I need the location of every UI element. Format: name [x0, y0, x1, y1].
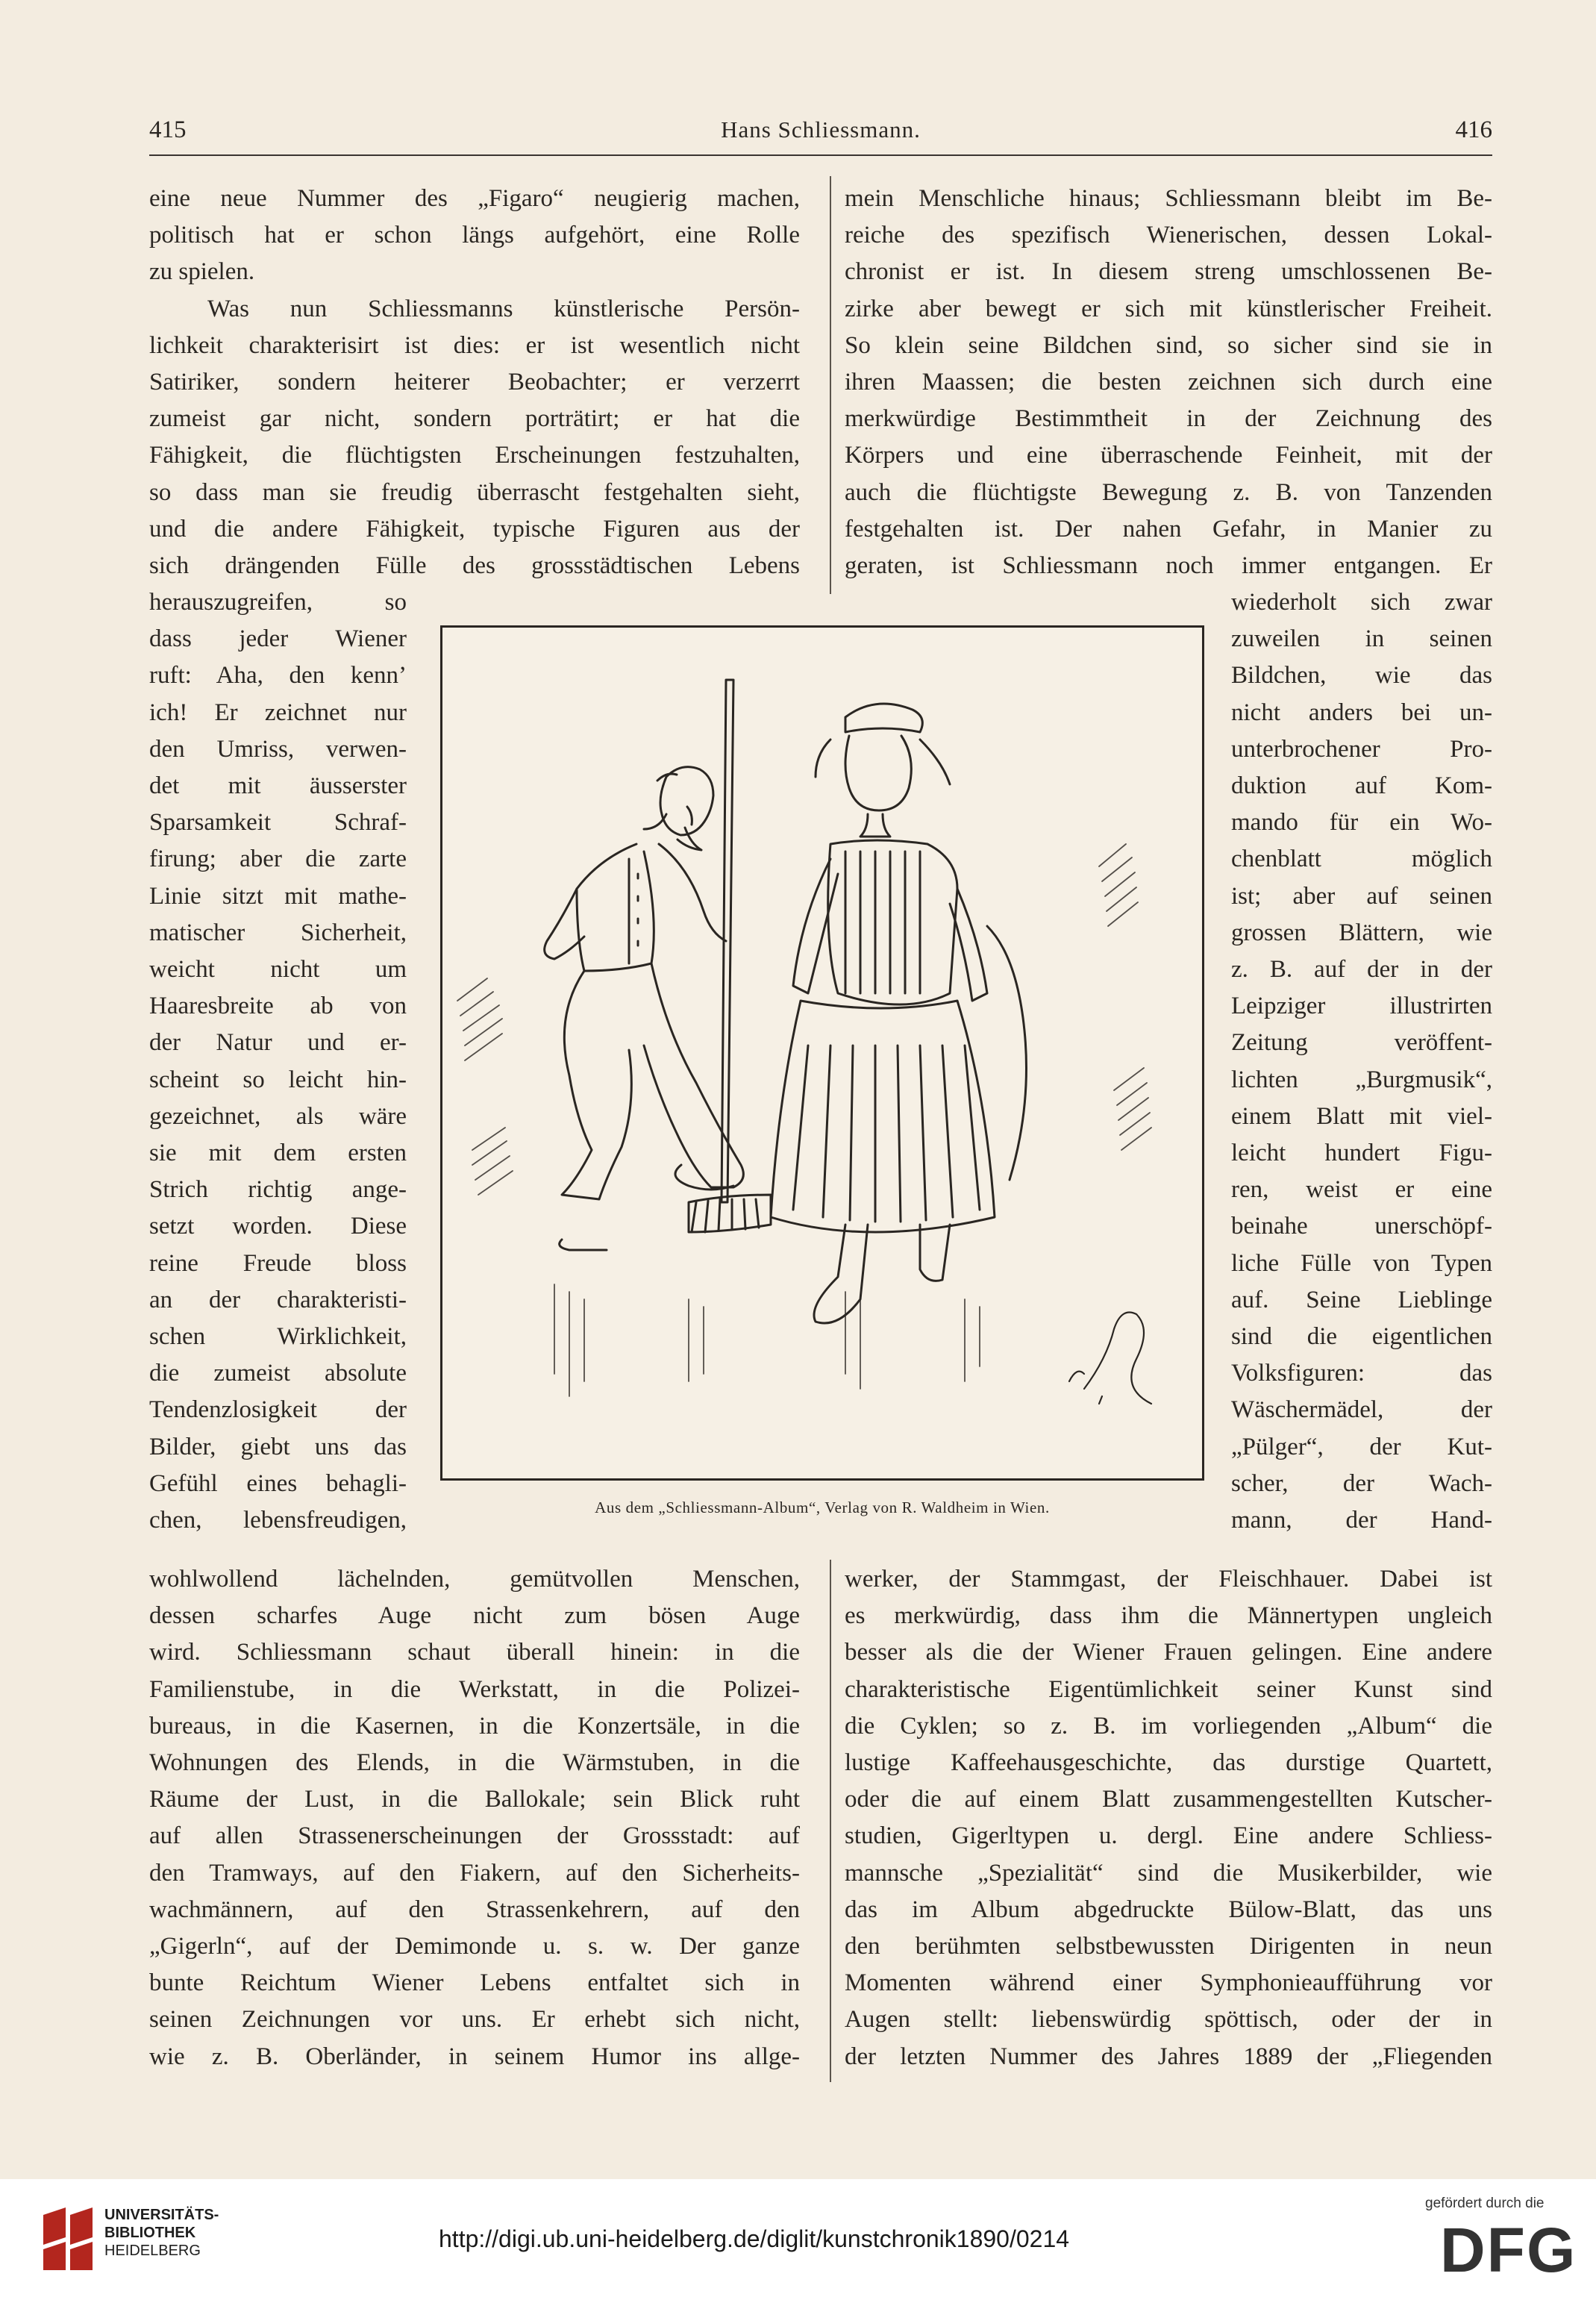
- library-name: [104, 2206, 219, 2260]
- text-line: politisch hat er schon längs aufgehört, eine Rolle: [149, 222, 800, 249]
- text-line: wiederholt sich zwar: [1231, 589, 1492, 616]
- page-number-right: 416: [1455, 116, 1492, 143]
- text-line: ist; aber auf seinen: [1231, 882, 1492, 910]
- text-line: Strich richtig ange-: [149, 1176, 407, 1204]
- text-line: mein Menschliche hinaus; Schliessmann bleibt im Be-: [845, 185, 1492, 212]
- page-number-left: 415: [149, 116, 187, 143]
- column-divider-top: [830, 176, 831, 594]
- text-line: firung; aber die zarte: [149, 846, 407, 873]
- text-line: werker, der Stammgast, der Fleischhauer. Dabei ist: [845, 1566, 1492, 1593]
- text-line: bunte Reichtum Wiener Lebens entfaltet sich in: [149, 1969, 800, 1997]
- illustration: [440, 625, 1204, 1481]
- text-line: herauszugreifen, so: [149, 589, 407, 616]
- text-line: ruft: Aha, den kenn’: [149, 662, 407, 690]
- text-line: Haaresbreite ab von: [149, 993, 407, 1020]
- text-line: Augen stellt: liebenswürdig spöttisch, oder der in: [845, 2006, 1492, 2034]
- text-line: Wäschermädel, der: [1231, 1396, 1492, 1424]
- text-line: Fähigkeit, die flüchtigsten Erscheinungen festzuhalten,: [149, 442, 800, 469]
- text-line: die Cyklen; so z. B. im vorliegenden „Album“ die: [845, 1712, 1492, 1740]
- text-line: einem Blatt mit viel-: [1231, 1102, 1492, 1130]
- text-line: reiche des spezifisch Wienerischen, dessen Lokal-: [845, 222, 1492, 249]
- text-line: dessen scharfes Auge nicht zum bösen Auge: [149, 1602, 800, 1630]
- sweeper-and-maid-drawing: [442, 628, 1202, 1478]
- text-line: ihren Maassen; die besten zeichnen sich durch eine: [845, 369, 1492, 396]
- text-line: chronist er ist. In diesem streng umschlossenen Be-: [845, 258, 1492, 286]
- text-line: auch die flüchtigste Bewegung z. B. von Tanzenden: [845, 478, 1492, 506]
- text-line: an der charakteristi-: [149, 1286, 407, 1313]
- text-line: die zumeist absolute: [149, 1360, 407, 1387]
- text-line: setzt worden. Diese: [149, 1213, 407, 1240]
- text-line: sind die eigentlichen: [1231, 1323, 1492, 1351]
- library-name-line-3: HEIDELBERG: [104, 2243, 201, 2259]
- text-line: auf allen Strassenerscheinungen der Grossstadt: auf: [149, 1822, 800, 1850]
- column-divider-bottom: [830, 1560, 831, 2082]
- text-line: chenblatt möglich: [1231, 846, 1492, 873]
- left-column-top: [149, 181, 800, 584]
- text-line: beinahe unerschöpf-: [1231, 1213, 1492, 1240]
- text-line: eine neue Nummer des „Figaro“ neugierig machen,: [149, 185, 800, 212]
- text-line: den Tramways, auf den Fiakern, auf den Sicherheits-: [149, 1859, 800, 1887]
- text-line: mannsche „Spezialität“ sind die Musikerbilder, wie: [845, 1859, 1492, 1887]
- text-line: besser als die der Wiener Frauen gelingen. Eine andere: [845, 1639, 1492, 1666]
- text-line: Bilder, giebt uns das: [149, 1433, 407, 1460]
- right-column-narrow: [1231, 584, 1492, 1539]
- text-line: Bildchen, wie das: [1231, 662, 1492, 690]
- broom: [689, 680, 771, 1232]
- text-line: Sparsamkeit Schraf-: [149, 809, 407, 837]
- text-line: chen, lebensfreudigen,: [149, 1507, 407, 1534]
- text-line: dass jeder Wiener: [149, 625, 407, 653]
- text-line: lichten „Burgmusik“,: [1231, 1066, 1492, 1093]
- text-line: weicht nicht um: [149, 956, 407, 984]
- university-library-logo-icon: [43, 2207, 96, 2270]
- text-line: z. B. auf der in der: [1231, 956, 1492, 984]
- text-line: liche Fülle von Typen: [1231, 1249, 1492, 1277]
- header-rule: [149, 154, 1492, 156]
- text-line: mann, der Hand-: [1231, 1507, 1492, 1534]
- digitization-footer: [0, 2179, 1596, 2300]
- left-column-bottom: [149, 1561, 800, 2075]
- text-line: charakteristische Eigentümlichkeit seiner Kunst sind: [845, 1675, 1492, 1703]
- text-line: und die andere Fähigkeit, typische Figuren aus der: [149, 515, 800, 543]
- text-line: duktion auf Kom-: [1231, 772, 1492, 800]
- text-line: geraten, ist Schliessmann noch immer entgangen. Er: [845, 552, 1492, 580]
- text-line: ren, weist er eine: [1231, 1176, 1492, 1204]
- text-line: scheint so leicht hin-: [149, 1066, 407, 1093]
- text-line: Satiriker, sondern heiterer Beobachter; er verzerrt: [149, 369, 800, 396]
- running-head: [149, 110, 1492, 155]
- text-line: matischer Sicherheit,: [149, 919, 407, 946]
- text-line: oder die auf einem Blatt zusammengestellten Kutscher-: [845, 1786, 1492, 1813]
- text-line: lichkeit charakterisirt ist dies: er ist wesentlich nicht: [149, 331, 800, 359]
- text-line: Leipziger illustrirten: [1231, 993, 1492, 1020]
- text-line: seinen Zeichnungen vor uns. Er erhebt sich nicht,: [149, 2006, 800, 2034]
- text-line: auf. Seine Lieblinge: [1231, 1286, 1492, 1313]
- text-line: „Gigerln“, auf der Demimonde u. s. w. Der ganze: [149, 1933, 800, 1960]
- text-line: so dass man sie freudig überrascht festgehalten sieht,: [149, 478, 800, 506]
- text-line: das im Album abgedruckte Bülow-Blatt, das uns: [845, 1896, 1492, 1923]
- text-line: leicht hundert Figu-: [1231, 1140, 1492, 1167]
- text-line: sie mit dem ersten: [149, 1140, 407, 1167]
- text-line: scher, der Wach-: [1231, 1469, 1492, 1497]
- text-line: zirke aber bewegt er sich mit künstlerischer Freiheit.: [845, 295, 1492, 322]
- library-name-line-1: UNIVERSITÄTS-: [104, 2207, 219, 2223]
- text-line: Momenten während einer Symphonieaufführung vor: [845, 1969, 1492, 1997]
- library-name-line-2: BIBLIOTHEK: [104, 2225, 196, 2241]
- text-line: grossen Blättern, wie: [1231, 919, 1492, 946]
- text-line: gezeichnet, als wäre: [149, 1102, 407, 1130]
- left-column-narrow: [149, 584, 407, 1539]
- text-line: zumeist gar nicht, sondern porträtirt; er hat die: [149, 405, 800, 433]
- text-line: wachmännern, auf den Strassenkehrern, auf den: [149, 1896, 800, 1923]
- text-line: Wohnungen des Elends, in die Wärmstuben, in die: [149, 1749, 800, 1777]
- text-line: schen Wirklichkeit,: [149, 1323, 407, 1351]
- text-line: Zeitung veröffent-: [1231, 1029, 1492, 1057]
- text-line: zuweilen in seinen: [1231, 625, 1492, 653]
- text-line: der Natur und er-: [149, 1029, 407, 1057]
- text-line: wohlwollend lächelnden, gemütvollen Menschen,: [149, 1566, 800, 1593]
- text-line: det mit äusserster: [149, 772, 407, 800]
- text-line: wie z. B. Oberländer, in seinem Humor ins allge-: [149, 2043, 800, 2070]
- text-line: der letzten Nummer des Jahres 1889 der „Fliegenden: [845, 2043, 1492, 2070]
- text-line: Gefühl eines behagli-: [149, 1469, 407, 1497]
- text-line: ich! Er zeichnet nur: [149, 699, 407, 726]
- text-line: unterbrochener Pro-: [1231, 735, 1492, 763]
- man-figure: [545, 767, 744, 1250]
- maid-figure: [771, 704, 1027, 1323]
- text-line: So klein seine Bildchen sind, so sicher sind sie in: [845, 331, 1492, 359]
- right-column-bottom: [845, 1561, 1492, 2075]
- text-line: Räume der Lust, in die Ballokale; sein Blick ruht: [149, 1786, 800, 1813]
- text-line: reine Freude bloss: [149, 1249, 407, 1277]
- text-line: Tendenzlosigkeit der: [149, 1396, 407, 1424]
- text-line: Was nun Schliessmanns künstlerische Persön-: [207, 295, 800, 322]
- text-line: festgehalten ist. Der nahen Gefahr, in Manier zu: [845, 515, 1492, 543]
- right-column-top: [845, 181, 1492, 584]
- text-line: den Umriss, verwen-: [149, 735, 407, 763]
- funded-by-label: gefördert durch die: [1425, 2196, 1545, 2211]
- dfg-logo: DFG: [1440, 2215, 1577, 2285]
- text-line: Linie sitzt mit mathe-: [149, 882, 407, 910]
- text-line: bureaus, in die Kasernen, in die Konzertsäle, in die: [149, 1712, 800, 1740]
- text-line: nicht anders bei un-: [1231, 699, 1492, 726]
- text-line: es merkwürdig, dass ihm die Männertypen ungleich: [845, 1602, 1492, 1630]
- text-line: Familienstube, in die Werkstatt, in die Polizei-: [149, 1675, 800, 1703]
- permalink-url[interactable]: http://digi.ub.uni-heidelberg.de/diglit/kunstchronik1890/0214: [439, 2225, 1070, 2252]
- text-line: Volksfiguren: das: [1231, 1360, 1492, 1387]
- text-line: „Pülger“, der Kut-: [1231, 1433, 1492, 1460]
- running-title: Hans Schliessmann.: [721, 116, 921, 143]
- text-line: lustige Kaffeehausgeschichte, das durstige Quartett,: [845, 1749, 1492, 1777]
- text-line: studien, Gigerltypen u. dergl. Eine andere Schliess-: [845, 1822, 1492, 1850]
- text-line: den berühmten selbstbewussten Dirigenten in neun: [845, 1933, 1492, 1960]
- text-line: Körpers und eine überraschende Feinheit, mit der: [845, 442, 1492, 469]
- text-line: wird. Schliessmann schaut überall hinein: in die: [149, 1639, 800, 1666]
- text-line: mando für ein Wo-: [1231, 809, 1492, 837]
- figure-caption: Aus dem „Schliessmann-Album“, Verlag von R. Waldheim in Wien.: [595, 1499, 1050, 1516]
- text-line: sich drängenden Fülle des grossstädtischen Lebens: [149, 552, 800, 580]
- artist-signature: [1069, 1313, 1151, 1404]
- text-line: zu spielen.: [149, 258, 255, 286]
- text-line: merkwürdige Bestimmtheit in der Zeichnung des: [845, 405, 1492, 433]
